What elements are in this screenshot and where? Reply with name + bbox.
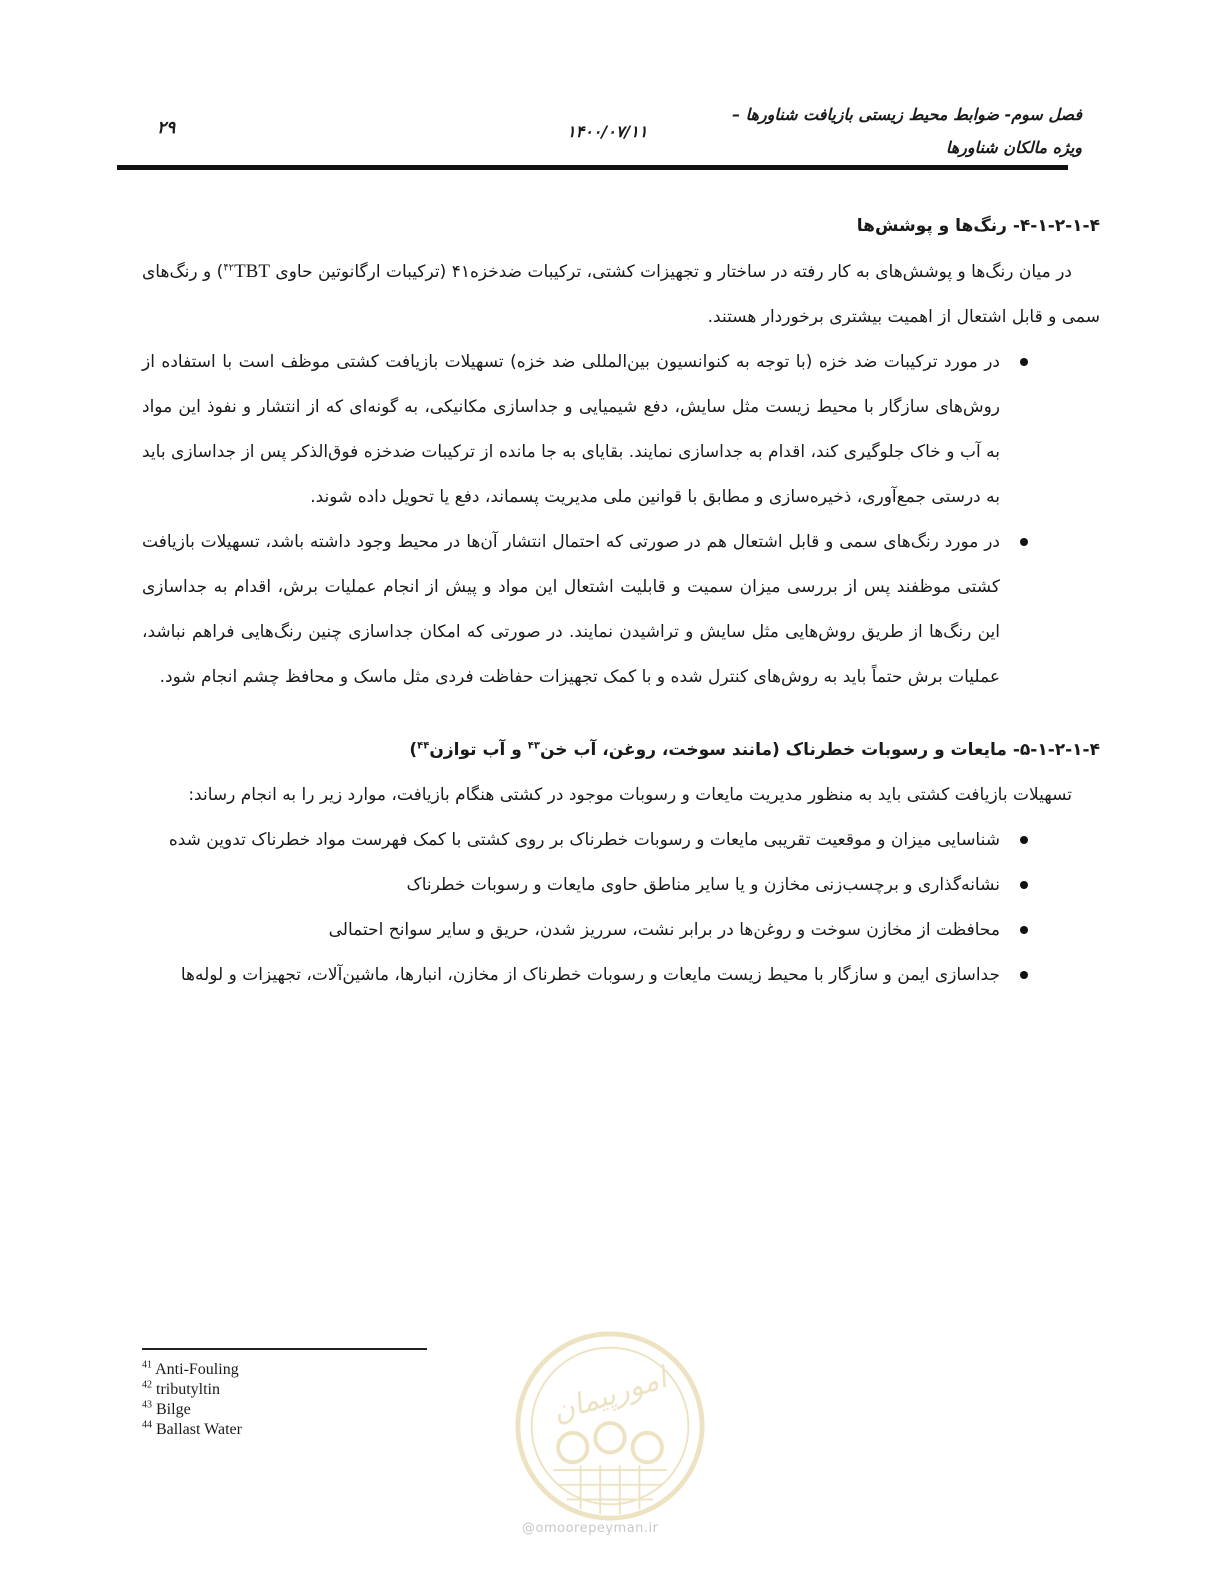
section-heading-hazardous-liquids (142, 728, 1100, 773)
list-item-text: در مورد ترکیبات ضد خزه (با توجه به کنوانسیون بین‌المللی ضد خزه) تسهیلات بازیافت کشتی موظف است با استفاده از روش‌های سازگار با محیط زیست مثل سایش، دفع شیمیایی و جداسازی مکانیکی، به گونه‌ای که از انتشار و نفوذ این مواد به آب و خاک جلوگیری کند، اقدام به جداسازی نمایند. بقایای به جا مانده از ترکیبات ضدخزه فوق‌الذکر پس از جداسازی باید به درستی جمع‌آوری، ذخیره‌سازی و مطابق با قوانین ملی مدیریت پسماند، دفع یا تحویل داده شوند. (142, 352, 1000, 507)
footnote-ref-44: ۴۴ (417, 740, 430, 752)
footnote-number: 43 (142, 1399, 152, 1411)
watermark-logo-text: امورپیمان (548, 1360, 671, 1429)
page-header (117, 96, 1082, 176)
list-item (142, 953, 1100, 998)
list-item (142, 863, 1100, 908)
list-item (142, 908, 1100, 953)
bullet-dot-icon (1020, 358, 1028, 366)
section-gap (142, 700, 1100, 728)
chapter-title-line-1: فصل سوم- ضوابط محیط زیستی بازیافت شناورها – (732, 105, 1082, 124)
footnote-text: Ballast Water (156, 1421, 242, 1438)
list-item-text: محافظت از مخازن سوخت و روغن‌ها در برابر نشت، سرریز شدن، حریق و سایر سوانح احتمالی (328, 920, 1000, 940)
tbt-term: TBT (234, 261, 270, 282)
list-item (142, 340, 1100, 520)
liquids-bullet-list (142, 818, 1100, 998)
bullet-dot-icon (1020, 538, 1028, 546)
heading-text-c: ) (409, 740, 418, 760)
footnote-number: 41 (142, 1359, 152, 1371)
bullet-dot-icon (1020, 881, 1028, 889)
heading-text-b: و آب توازن (429, 740, 528, 760)
heading-text-a: ۵-۱-۲-۱-۴- مایعات و رسوبات خطرناک (مانند سوخت، روغن، آب خن (539, 740, 1100, 760)
footnotes (142, 1360, 242, 1440)
header-date: ۱۴۰۰/۰۷/۱۱ (567, 122, 648, 141)
list-item-text: شناسایی میزان و موقعیت تقریبی مایعات و رسوبات خطرناک بر روی کشتی با کمک فهرست مواد خطرناک تدوین شده (168, 830, 1000, 850)
list-item (142, 520, 1100, 700)
watermark-url: @omoorepeyman.ir (522, 1521, 659, 1536)
watermark-logo-icon (512, 1328, 708, 1524)
footnote-ref-42: ۴۲ (223, 262, 235, 274)
chapter-title-line-2: ویژه مالکان شناورها (945, 138, 1082, 157)
list-item-text: جداسازی ایمن و سازگار با محیط زیست مایعات و رسوبات خطرناک از مخازن، انبارها، ماشین‌آلات، تجهیزات و لوله‌ها (180, 965, 1000, 985)
paints-bullet-list (142, 340, 1100, 700)
list-item-text: نشانه‌گذاری و برچسب‌زنی مخازن و یا سایر مناطق حاوی مایعات و رسوبات خطرناک (406, 875, 1000, 895)
section-heading-paints: ۴-۱-۲-۱-۴- رنگ‌ها و پوشش‌ها (856, 216, 1100, 236)
list-item-text: در مورد رنگ‌های سمی و قابل اشتعال هم در صورتی که احتمال انتشار آن‌ها در محیط وجود داشته باشد، تسهیلات بازیافت کشتی موظفند پس از بررسی میزان سمیت و قابلیت اشتعال این مواد و پیش از انجام عملیات برش، اقدام به جداسازی این رنگ‌ها از طریق روش‌هایی مثل سایش و تراشیدن نمایند. در صورتی که امکان جداسازی چنین رنگ‌هایی فراهم نباشد، عملیات برش حتماً باید به روش‌های کنترل شده و با کمک تجهیزات حفاظت فردی مثل ماسک و محافظ چشم انجام شود. (142, 532, 1000, 687)
list-item (142, 818, 1100, 863)
chapter-title (732, 98, 1082, 164)
footnote-number: 42 (142, 1379, 152, 1391)
footnote-42 (142, 1380, 242, 1400)
footnote-text: Anti-Fouling (155, 1361, 239, 1378)
footnote-ref-43: ۴۳ (527, 740, 540, 752)
bullet-dot-icon (1020, 926, 1028, 934)
liquids-intro-paragraph: تسهیلات بازیافت کشتی باید به منظور مدیریت مایعات و رسوبات موجود در کشتی هنگام بازیافت، موارد زیر را به انجام رساند: (188, 785, 1072, 805)
footnote-44 (142, 1420, 242, 1440)
header-rule (117, 165, 1068, 170)
page-number: ۲۹ (157, 118, 176, 138)
footnote-text: tributyltin (156, 1381, 220, 1398)
footnote-43 (142, 1400, 242, 1420)
footnote-41 (142, 1360, 242, 1380)
footnote-text: Bilge (156, 1401, 191, 1418)
bullet-dot-icon (1020, 971, 1028, 979)
paints-intro-text-b: ) و رنگ‌های سمی و قابل اشتعال از اهمیت بیشتری برخوردار هستند. (142, 262, 1100, 327)
bullet-dot-icon (1020, 836, 1028, 844)
paints-intro-paragraph (142, 249, 1100, 340)
paints-intro-text-a: در میان رنگ‌ها و پوشش‌های به کار رفته در ساختار و تجهیزات کشتی، ترکیبات ضدخزه۴۱ (ترکیبات ارگانوتین حاوی (269, 262, 1073, 282)
main-content (142, 204, 1100, 998)
footnote-separator (142, 1348, 427, 1350)
footnote-number: 44 (142, 1419, 152, 1431)
